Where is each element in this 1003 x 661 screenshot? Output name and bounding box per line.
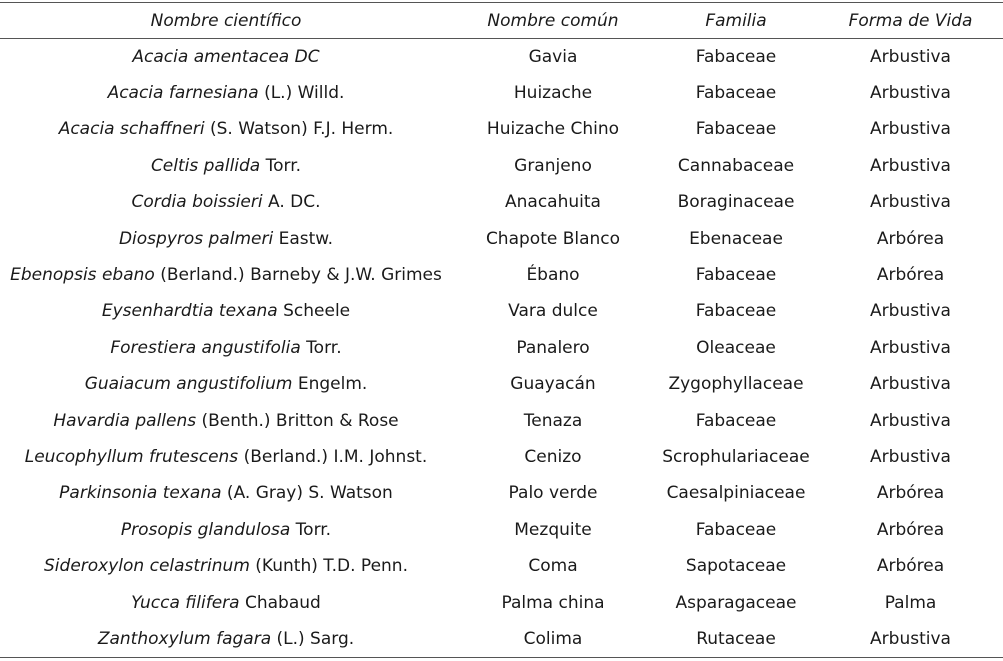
cell-life-form: Arbustiva bbox=[870, 628, 951, 649]
cell-family: Fabaceae bbox=[695, 83, 777, 104]
scientific-name-author: Chabaud bbox=[239, 592, 321, 613]
cell-scientific-name bbox=[0, 621, 452, 657]
scientific-name-author: Torr. bbox=[260, 155, 302, 176]
scientific-name-italic: Zanthoxylum fagara bbox=[97, 628, 272, 649]
cell-common-name: Huizache Chino bbox=[486, 119, 620, 140]
scientific-name-author: (Benth.) Britton & Rose bbox=[196, 410, 399, 431]
table-row bbox=[0, 257, 1003, 293]
scientific-name-author: A. DC. bbox=[262, 192, 321, 213]
scientific-name-italic: Acacia farnesiana bbox=[107, 83, 259, 104]
cell-life-form: Arbustiva bbox=[870, 374, 951, 395]
cell-common-name: Gavia bbox=[528, 46, 578, 67]
cell-common-name: Panalero bbox=[516, 337, 590, 358]
cell-life-form: Arbustiva bbox=[870, 301, 951, 322]
cell-common-name: Vara dulce bbox=[508, 301, 598, 322]
table-header bbox=[0, 3, 1003, 39]
cell-scientific-name bbox=[0, 439, 452, 475]
cell-family: Fabaceae bbox=[695, 46, 777, 67]
cell-common-name: Chapote Blanco bbox=[485, 228, 621, 249]
table-row bbox=[0, 330, 1003, 366]
cell-life-form: Arbórea bbox=[876, 265, 945, 286]
cell-family: Fabaceae bbox=[695, 410, 777, 431]
cell-common-name: Cenizo bbox=[524, 446, 582, 467]
cell-common-name: Palma china bbox=[501, 592, 605, 613]
table-body bbox=[0, 39, 1003, 658]
header-scientific-name: Nombre científico bbox=[150, 10, 302, 31]
table-row bbox=[0, 439, 1003, 475]
cell-family: Rutaceae bbox=[696, 628, 776, 649]
cell-life-form: Arbustiva bbox=[870, 83, 951, 104]
cell-life-form: Arbustiva bbox=[870, 446, 951, 467]
cell-family: Zygophyllaceae bbox=[668, 374, 804, 395]
cell-life-form: Arbustiva bbox=[870, 192, 951, 213]
scientific-name-italic: Diospyros palmeri bbox=[118, 228, 274, 249]
cell-family: Oleaceae bbox=[696, 337, 776, 358]
cell-family: Fabaceae bbox=[695, 265, 777, 286]
scientific-name-author: (A. Gray) S. Watson bbox=[221, 483, 393, 504]
scientific-name-author: Engelm. bbox=[292, 374, 368, 395]
cell-family: Ebenaceae bbox=[689, 228, 783, 249]
scientific-name-italic: Sideroxylon celastrinum bbox=[44, 556, 250, 577]
scientific-name-italic: Leucophyllum frutescens bbox=[24, 446, 239, 467]
table-row bbox=[0, 75, 1003, 111]
cell-common-name: Guayacán bbox=[510, 374, 596, 395]
table-row bbox=[0, 475, 1003, 511]
cell-scientific-name bbox=[0, 330, 452, 366]
cell-common-name: Coma bbox=[528, 556, 578, 577]
table-row bbox=[0, 148, 1003, 184]
scientific-name-author: (S. Watson) F.J. Herm. bbox=[204, 119, 394, 140]
table-row bbox=[0, 184, 1003, 220]
cell-common-name: Tenaza bbox=[523, 410, 583, 431]
scientific-name-italic: Acacia amentacea DC bbox=[132, 46, 320, 67]
cell-family: Scrophulariaceae bbox=[662, 446, 810, 467]
cell-life-form: Arbustiva bbox=[870, 410, 951, 431]
cell-scientific-name bbox=[0, 402, 452, 438]
cell-scientific-name bbox=[0, 220, 452, 256]
table-row bbox=[0, 512, 1003, 548]
cell-family: Fabaceae bbox=[695, 301, 777, 322]
cell-family: Cannabaceae bbox=[677, 155, 795, 176]
header-family: Familia bbox=[705, 10, 767, 31]
table-row bbox=[0, 366, 1003, 402]
cell-common-name: Granjeno bbox=[514, 155, 592, 176]
cell-life-form: Arbórea bbox=[876, 228, 945, 249]
header-row bbox=[0, 3, 1003, 39]
scientific-name-author: Eastw. bbox=[273, 228, 334, 249]
cell-life-form: Arbórea bbox=[876, 519, 945, 540]
cell-scientific-name bbox=[0, 293, 452, 329]
cell-scientific-name bbox=[0, 148, 452, 184]
scientific-name-author: (L.) Willd. bbox=[258, 83, 345, 104]
cell-common-name: Anacahuita bbox=[505, 192, 601, 213]
scientific-name-italic: Prosopis glandulosa bbox=[120, 519, 291, 540]
scientific-name-italic: Ebenopsis ebano bbox=[10, 265, 155, 286]
cell-common-name: Palo verde bbox=[508, 483, 598, 504]
table-row bbox=[0, 621, 1003, 657]
header-common-name: Nombre común bbox=[487, 10, 619, 31]
scientific-name-italic: Forestiera angustifolia bbox=[110, 337, 301, 358]
cell-family: Fabaceae bbox=[695, 519, 777, 540]
cell-scientific-name bbox=[0, 39, 452, 75]
scientific-name-author: (Kunth) T.D. Penn. bbox=[249, 556, 408, 577]
cell-scientific-name bbox=[0, 257, 452, 293]
cell-common-name: Mezquite bbox=[514, 519, 592, 540]
cell-scientific-name bbox=[0, 475, 452, 511]
scientific-name-italic: Celtis pallida bbox=[150, 155, 261, 176]
cell-life-form: Arbustiva bbox=[870, 46, 951, 67]
cell-scientific-name bbox=[0, 584, 452, 620]
cell-life-form: Palma bbox=[884, 592, 937, 613]
table-row bbox=[0, 111, 1003, 147]
scientific-name-author: (Berland.) I.M. Johnst. bbox=[238, 446, 428, 467]
table-row bbox=[0, 584, 1003, 620]
scientific-name-author: Torr. bbox=[300, 337, 342, 358]
table-row bbox=[0, 293, 1003, 329]
cell-scientific-name bbox=[0, 512, 452, 548]
cell-scientific-name bbox=[0, 75, 452, 111]
cell-common-name: Huizache bbox=[513, 83, 593, 104]
cell-common-name: Ébano bbox=[526, 265, 580, 286]
table-row bbox=[0, 548, 1003, 584]
scientific-name-author: (L.) Sarg. bbox=[271, 628, 355, 649]
cell-life-form: Arbórea bbox=[876, 556, 945, 577]
cell-scientific-name bbox=[0, 111, 452, 147]
cell-scientific-name bbox=[0, 548, 452, 584]
scientific-name-italic: Guaiacum angustifolium bbox=[84, 374, 293, 395]
scientific-name-italic: Cordia boissieri bbox=[131, 192, 263, 213]
cell-life-form: Arbustiva bbox=[870, 155, 951, 176]
cell-family: Sapotaceae bbox=[685, 556, 787, 577]
species-table bbox=[0, 2, 1003, 658]
scientific-name-italic: Eysenhardtia texana bbox=[101, 301, 278, 322]
scientific-name-author: Scheele bbox=[277, 301, 351, 322]
cell-family: Caesalpiniaceae bbox=[666, 483, 806, 504]
scientific-name-author: Torr. bbox=[290, 519, 332, 540]
scientific-name-author: (Berland.) Barneby & J.W. Grimes bbox=[154, 265, 442, 286]
cell-life-form: Arbustiva bbox=[870, 119, 951, 140]
cell-scientific-name bbox=[0, 366, 452, 402]
table-row bbox=[0, 402, 1003, 438]
cell-life-form: Arbórea bbox=[876, 483, 945, 504]
cell-family: Boraginaceae bbox=[677, 192, 795, 213]
cell-life-form: Arbustiva bbox=[870, 337, 951, 358]
scientific-name-italic: Yucca filifera bbox=[131, 592, 240, 613]
table-row bbox=[0, 220, 1003, 256]
cell-common-name: Colima bbox=[523, 628, 583, 649]
scientific-name-italic: Acacia schaffneri bbox=[58, 119, 205, 140]
cell-family: Asparagaceae bbox=[675, 592, 797, 613]
scientific-name-italic: Parkinsonia texana bbox=[59, 483, 222, 504]
cell-scientific-name bbox=[0, 184, 452, 220]
cell-family: Fabaceae bbox=[695, 119, 777, 140]
header-life-form: Forma de Vida bbox=[848, 10, 973, 31]
table-row bbox=[0, 39, 1003, 75]
scientific-name-italic: Havardia pallens bbox=[53, 410, 197, 431]
